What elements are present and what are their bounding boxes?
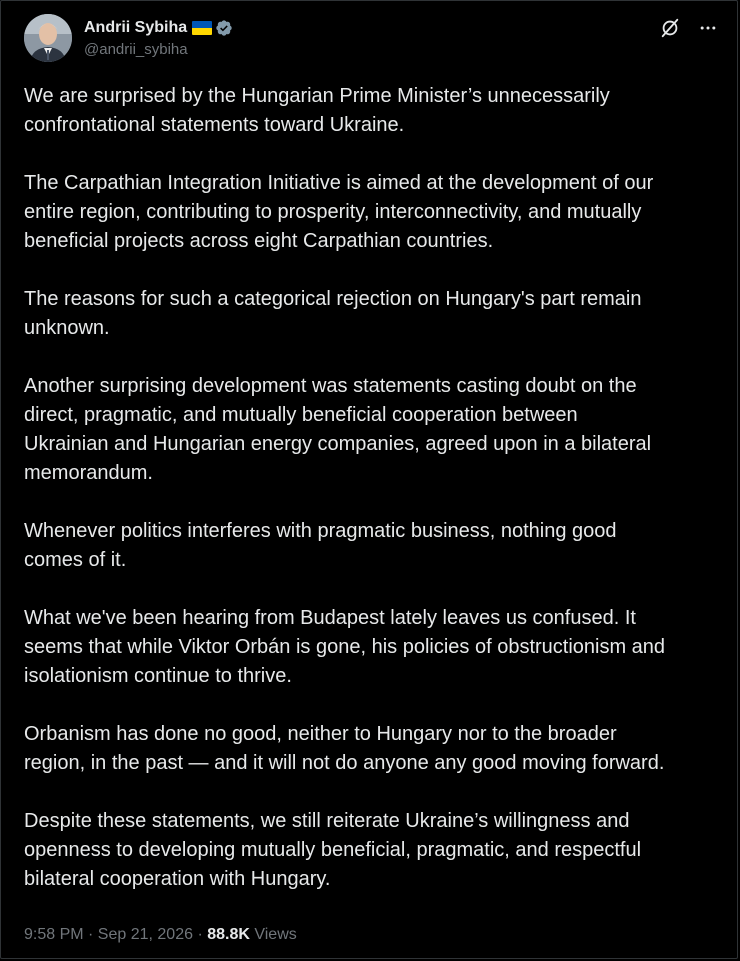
post-paragraph: Despite these statements, we still reiterate Ukraine’s willingness and openness to developing mutually beneficial, pragmatic, and respectful bilateral cooperation with Hungary.	[24, 810, 642, 890]
post-paragraph: Orbanism has done no good, neither to Hungary nor to the broader region, in the past — and it will not do anyone any good moving forward.	[24, 723, 665, 774]
post-paragraph: Whenever politics interferes with pragmatic business, nothing good comes of it.	[24, 520, 617, 571]
author-handle[interactable]: @andrii_sybiha	[84, 41, 188, 58]
post-text	[24, 82, 724, 923]
post-header	[24, 14, 724, 64]
more-icon[interactable]	[696, 16, 720, 40]
post-paragraph: What we've been hearing from Budapest lately leaves us confused. It seems that while Viktor Orbán is gone, his policies of obstructionism and isolationism continue to thrive.	[24, 607, 666, 687]
views-count[interactable]: 88.8K	[207, 926, 250, 943]
header-actions	[658, 16, 720, 40]
views-label: Views	[249, 926, 297, 943]
author-name[interactable]: Andrii Sybiha	[84, 19, 188, 36]
post-meta	[24, 926, 297, 944]
grok-icon[interactable]	[658, 16, 682, 40]
avatar[interactable]	[24, 14, 72, 62]
post-paragraph: The reasons for such a categorical rejection on Hungary's part remain unknown.	[24, 288, 642, 339]
post-paragraph: Another surprising development was statements casting doubt on the direct, pragmatic, and mutually beneficial cooperation between Ukrainian and Hungarian energy companies, agreed upon in a bilateral memorandum.	[24, 375, 652, 484]
post-timestamp[interactable]: 9:58 PM · Sep 21, 2026 ·	[24, 926, 208, 943]
author-name-row	[84, 17, 233, 39]
post-paragraph: We are surprised by the Hungarian Prime Minister’s unnecessarily confrontational statements toward Ukraine.	[24, 85, 610, 136]
post-paragraph: The Carpathian Integration Initiative is aimed at the development of our entire region, contributing to prosperity, interconnectivity, and mutually beneficial projects across eight Carpathian countries.	[24, 172, 654, 252]
ukraine-flag-icon	[192, 21, 212, 35]
author-block	[84, 17, 233, 58]
verified-badge-icon[interactable]	[215, 19, 233, 37]
